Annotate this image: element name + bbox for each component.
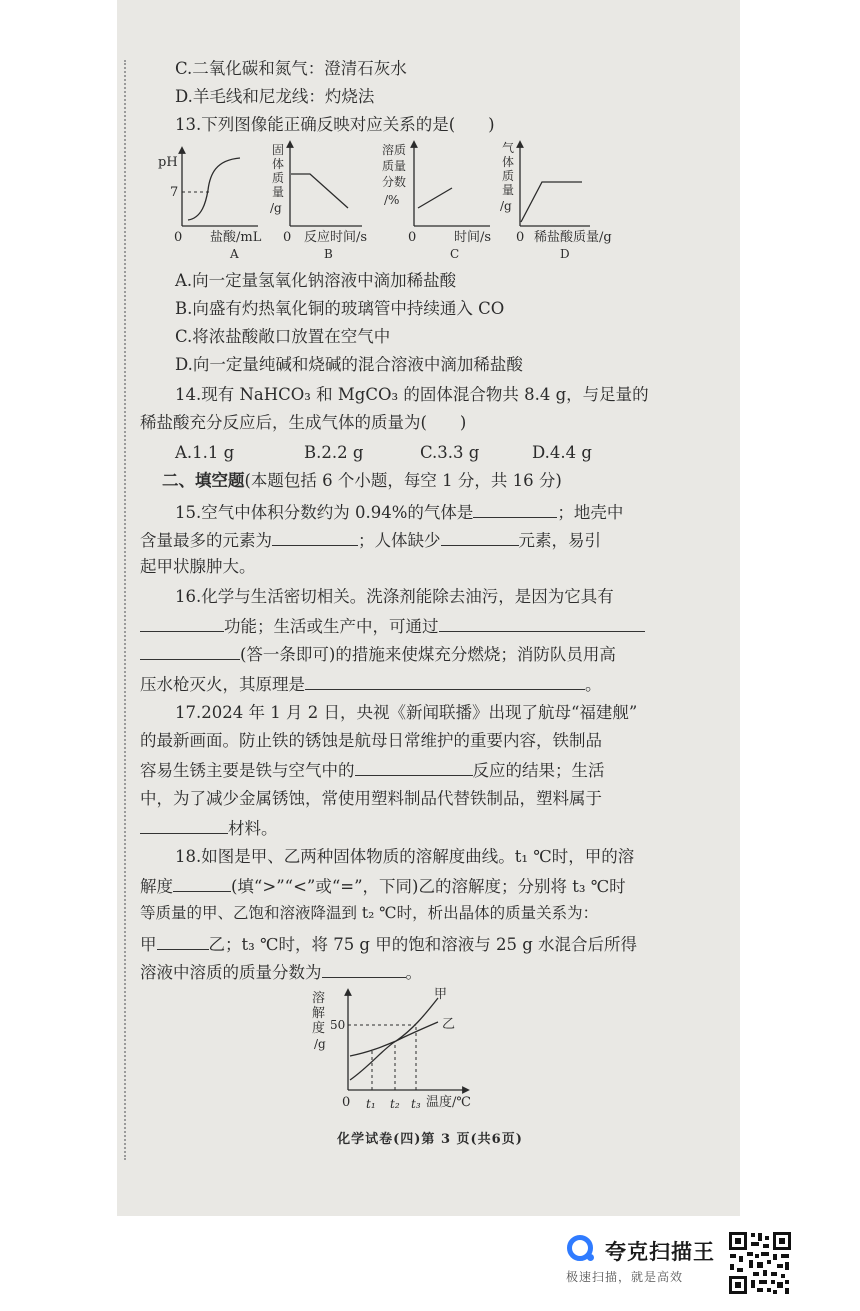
q17-text-5: 材料。 (228, 819, 278, 838)
q15-text-2: ；地壳中 (557, 503, 624, 522)
section-2-title: 二、填空题 (162, 471, 245, 490)
graph-d-ylabel-1: 气 (502, 141, 515, 155)
qr-code-icon (727, 1230, 793, 1296)
q17-text-3b: 反应的结果；生活 (472, 761, 605, 780)
q18-blank-1[interactable] (173, 874, 231, 892)
q17-line-4: 中，为了减少金属锈蚀，常使用塑料制品代替铁制品，塑料属于 (140, 789, 602, 808)
q14-option-c: C.3.3 g (420, 443, 480, 462)
q16-blank-3[interactable] (305, 672, 585, 690)
binding-margin (124, 60, 126, 1160)
q17-line-1: 17.2024 年 1 月 2 日，央视《新闻联播》出现了航母“福建舰” (175, 703, 638, 722)
section-2-heading (162, 470, 562, 492)
graph-c-letter: C (450, 247, 460, 261)
q16-line-1: 16.化学与生活密切相关。洗涤剂能除去油污，是因为它具有 (175, 587, 614, 606)
q13-option-d: D.向一定量纯碱和烧碱的混合溶液中滴加稀盐酸 (175, 355, 523, 374)
scanner-brand-name: 夸克扫描王 (605, 1240, 715, 1264)
graph-c-ylabel-3: 分数 (382, 175, 407, 189)
graph-d-ylabel-3: 质 (502, 169, 515, 183)
q16-line-3 (140, 642, 616, 666)
q14-option-d: D.4.4 g (532, 443, 592, 462)
graph-b (270, 143, 367, 261)
graph-a-xlabel: 盐酸/mL (210, 230, 262, 245)
q18-line-5 (140, 960, 422, 984)
sol-tick-t2: t₂ (390, 1097, 400, 1111)
graph-c (382, 142, 491, 261)
graph-c-ylabel-4: /% (384, 193, 400, 207)
q17-line-2: 的最新画面。防止铁的锈蚀是航母日常维护的重要内容，铁制品 (140, 731, 602, 750)
q13-graphs (150, 140, 650, 262)
graph-a (158, 150, 262, 261)
sol-tick-50: 50 (330, 1018, 346, 1032)
q18-text-4b: 乙；t₃ ℃时，将 75 g 甲的饱和溶液与 25 g 水混合后所得 (208, 935, 638, 954)
scanner-slogan: 极速扫描，就是高效 (566, 1270, 684, 1284)
sol-ylabel-3: 度 (312, 1021, 326, 1036)
q13-option-a: A.向一定量氢氧化钠溶液中滴加稀盐酸 (175, 271, 457, 290)
scanner-watermark (563, 1232, 723, 1302)
q16-blank-1[interactable] (140, 614, 224, 632)
sol-tick-t1: t₁ (366, 1097, 376, 1111)
q17-blank-2[interactable] (140, 816, 228, 834)
graph-d-ylabel-4: 量 (502, 183, 515, 197)
q14-option-a: A.1.1 g (175, 443, 235, 462)
q13-option-c: C.将浓盐酸敞口放置在空气中 (175, 327, 391, 346)
graph-c-origin: 0 (408, 230, 417, 245)
q16-blank-2-cont[interactable] (140, 642, 240, 660)
section-2-note: (本题包括 6 个小题，每空 1 分，共 16 分) (244, 471, 562, 490)
q18-text-4a: 甲 (140, 935, 157, 954)
q18-text-5a: 溶液中溶质的质量分数为 (140, 963, 322, 982)
graph-c-ylabel-2: 质量 (382, 159, 407, 173)
q18-text-2a: 解度 (140, 877, 173, 896)
curve-yi (350, 1022, 438, 1056)
q17-blank-1[interactable] (355, 758, 473, 776)
q17-line-3 (140, 758, 605, 782)
q17-line-5 (140, 816, 278, 840)
graph-d-letter: D (560, 247, 570, 261)
solubility-graph (300, 984, 490, 1114)
graph-c-ylabel-1: 溶质 (382, 143, 407, 157)
q15-text-3: 含量最多的元素为 (140, 531, 272, 550)
sol-ylabel-2: 解 (312, 1006, 326, 1021)
q18-blank-2[interactable] (157, 932, 209, 950)
q16-text-4: 压水枪灭火，其原理是 (140, 675, 305, 694)
graph-c-xlabel: 时间/s (454, 230, 492, 245)
q15-text-5: 元素，易引 (518, 531, 601, 550)
q15-line-2 (140, 528, 601, 552)
q18-text-5b: 。 (405, 963, 422, 982)
q17-text-3a: 容易生锈主要是铁与空气中的 (140, 761, 355, 780)
graph-a-tick-7: 7 (170, 185, 179, 200)
sol-origin: 0 (342, 1095, 351, 1110)
graph-b-ylabel-4: 量 (272, 185, 285, 199)
q13-option-b: B.向盛有灼热氧化铜的玻璃管中持续通入 CO (175, 299, 505, 318)
q16-text-3: (答一条即可)的措施来使煤充分燃烧；消防队员用高 (240, 645, 616, 664)
graph-d-xlabel: 稀盐酸质量/g (534, 230, 612, 245)
curve-jia (350, 998, 438, 1080)
graph-b-letter: B (324, 247, 333, 261)
graph-b-ylabel-3: 质 (272, 171, 285, 185)
q14-option-b: B.2.2 g (304, 443, 364, 462)
q18-blank-3[interactable] (322, 960, 406, 978)
scanner-logo-dot-icon (587, 1254, 594, 1261)
q18-line-1: 18.如图是甲、乙两种固体物质的溶解度曲线。t₁ ℃时，甲的溶 (175, 847, 635, 866)
graph-b-ylabel-1: 固 (272, 143, 285, 157)
graph-a-origin: 0 (174, 230, 183, 245)
q14-stem-1: 14.现有 NaHCO₃ 和 MgCO₃ 的固体混合物共 8.4 g，与足量的 (175, 385, 649, 404)
graph-b-origin: 0 (283, 230, 292, 245)
graph-d-ylabel-2: 体 (502, 155, 515, 169)
q18-text-2b: (填“>”“<”或“=”，下同)乙的溶解度；分别将 t₃ ℃时 (231, 877, 626, 896)
q15-blank-2[interactable] (272, 528, 358, 546)
q14-stem-2: 稀盐酸充分反应后，生成气体的质量为( ) (140, 413, 467, 432)
q16-line-2 (140, 614, 645, 638)
graph-d (500, 140, 612, 261)
graph-d-origin: 0 (516, 230, 525, 245)
q13-stem: 13.下列图像能正确反映对应关系的是( ) (175, 115, 495, 134)
q15-line-1 (175, 500, 623, 524)
graph-b-xlabel: 反应时间/s (304, 230, 368, 245)
graph-d-ylabel-5: /g (500, 199, 512, 213)
page-footer: 化学试卷(四)第 3 页(共6页) (337, 1132, 523, 1147)
q12-option-c: C.二氧化碳和氮气：澄清石灰水 (175, 59, 407, 78)
q16-line-4 (140, 672, 602, 696)
q16-blank-2[interactable] (439, 614, 645, 632)
graph-b-ylabel-2: 体 (272, 157, 285, 171)
q15-text-1: 15.空气中体积分数约为 0.94%的气体是 (175, 503, 474, 522)
graph-b-ylabel-5: /g (270, 201, 282, 215)
curve-jia-label: 甲 (434, 987, 448, 1002)
q15-line-3: 起甲状腺肿大。 (140, 557, 256, 576)
q18-line-2 (140, 874, 626, 898)
graph-a-letter: A (230, 247, 239, 261)
q15-blank-3[interactable] (441, 528, 519, 546)
q15-text-4: ；人体缺少 (358, 531, 441, 550)
sol-ylabel-1: 溶 (312, 991, 326, 1006)
curve-yi-label: 乙 (442, 1017, 456, 1032)
q18-line-4 (140, 932, 637, 956)
sol-xlabel: 温度/℃ (426, 1095, 471, 1110)
q16-text-5: 。 (585, 675, 602, 694)
q15-blank-1[interactable] (473, 500, 557, 518)
q12-option-d: D.羊毛线和尼龙线：灼烧法 (175, 87, 375, 106)
sol-ylabel-4: /g (314, 1037, 326, 1051)
graph-a-ylabel: pH (158, 155, 178, 170)
q18-line-3: 等质量的甲、乙饱和溶液降温到 t₂ ℃时，析出晶体的质量关系为： (140, 904, 599, 922)
q16-text-2: 功能；生活或生产中，可通过 (224, 617, 439, 636)
sol-tick-t3: t₃ (411, 1097, 421, 1111)
